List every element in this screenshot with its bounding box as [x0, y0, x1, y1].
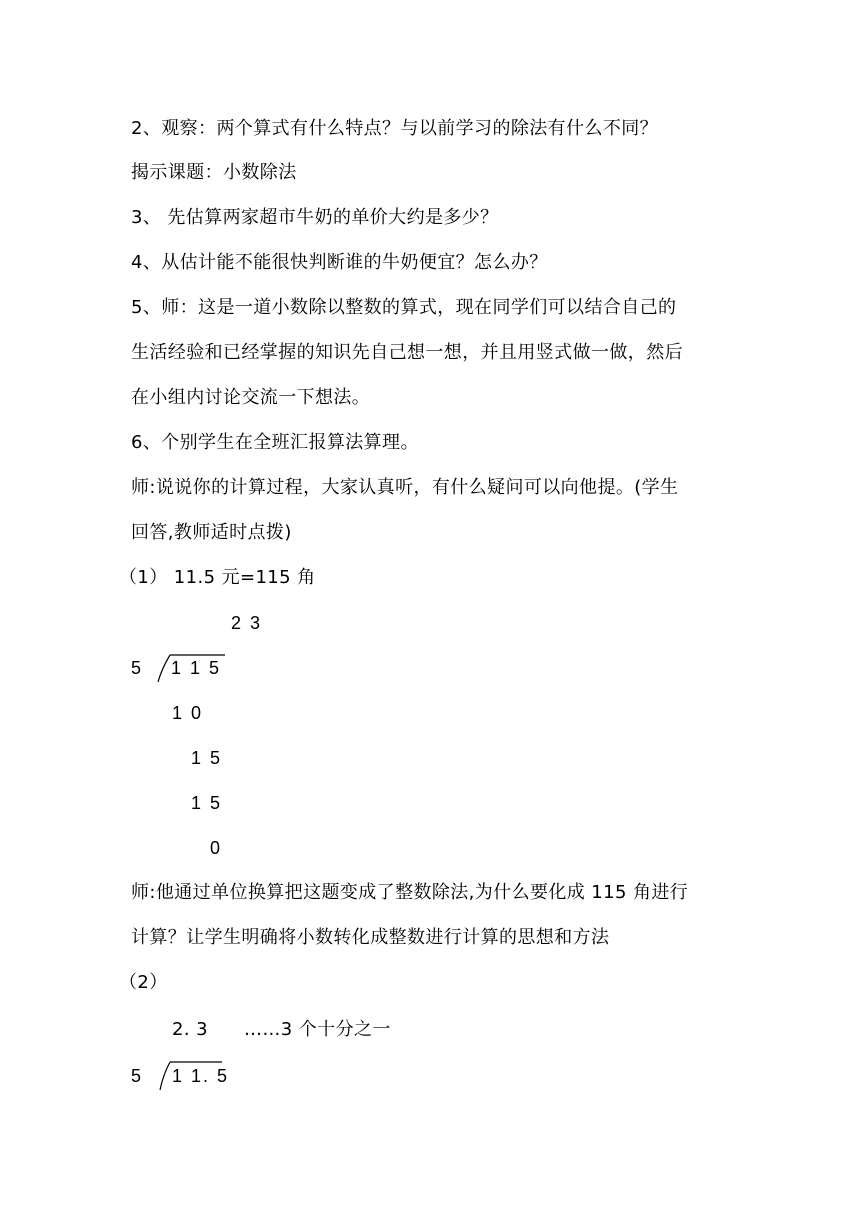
- example2-quotient: 2. 3: [172, 1019, 208, 1040]
- text-line: 在小组内讨论交流一下想法。: [131, 387, 371, 408]
- text-line: 3、 先估算两家超市牛奶的单价大约是多少？: [131, 207, 499, 228]
- example1-step: 1 5: [191, 748, 223, 768]
- example2-dividend: 1 1. 5: [172, 1066, 230, 1086]
- example1-step: 1 0: [172, 703, 204, 723]
- text-line: 计算？让学生明确将小数转化成整数进行计算的思想和方法: [131, 927, 610, 948]
- text-line: 4、从估计能不能很快判断谁的牛奶便宜？怎么办？: [131, 252, 548, 273]
- example1-remainder: 0: [210, 838, 221, 858]
- example1-dividend: 1 1 5: [171, 658, 222, 678]
- text-line: 回答,教师适时点拨): [131, 522, 292, 543]
- example2-note: ……3 个十分之一: [244, 1019, 391, 1040]
- example1-step: 1 5: [191, 793, 223, 813]
- text-line: 2、观察：两个算式有什么特点？与以前学习的除法有什么不同？: [131, 118, 659, 139]
- text-line: 师:说说你的计算过程，大家认真听，有什么疑问可以向他提。(学生: [131, 477, 679, 498]
- text-line: 揭示课题：小数除法: [131, 162, 297, 183]
- text-line: 5、师：这是一道小数除以整数的算式，现在同学们可以结合自己的: [131, 297, 677, 318]
- text-line: 6、个别学生在全班汇报算法算理。: [131, 432, 419, 453]
- example2-label: （2）: [119, 972, 168, 993]
- text-line: 师:他通过单位换算把这题变成了整数除法,为什么要化成 115 角进行: [131, 882, 689, 903]
- example1-label: （1） 11.5 元=115 角: [119, 567, 316, 588]
- example2-divisor: 5: [131, 1066, 142, 1086]
- example1-divisor: 5: [131, 658, 142, 678]
- text-line: 生活经验和已经掌握的知识先自己想一想，并且用竖式做一做，然后: [131, 342, 683, 363]
- example1-quotient: 2 3: [231, 613, 263, 633]
